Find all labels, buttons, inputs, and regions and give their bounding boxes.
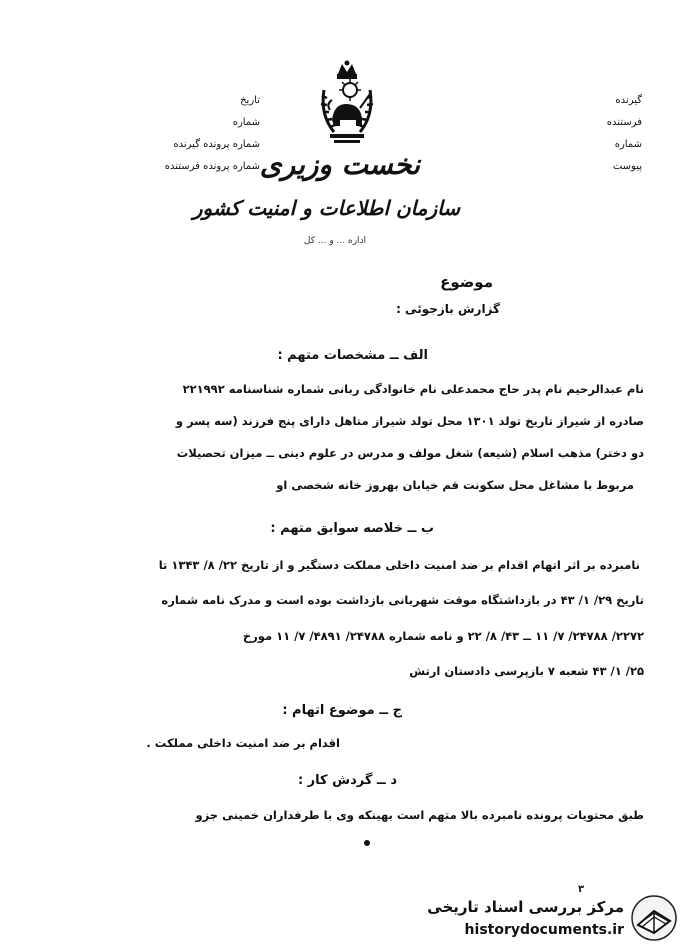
section-b-line-4: ۲۵/ ۱/ ۴۳ شعبه ۷ بازپرسی دادستان ارتش bbox=[409, 664, 644, 678]
section-a-line-2: صادره از شیراز تاریخ تولد ۱۳۰۱ محل تولد شیراز متاهل دارای پنج فرزند (سه پسر و bbox=[175, 414, 644, 428]
section-b-line-2: تاریخ ۲۹/ ۱/ ۴۳ در بازداشتگاه موقت شهربانی بازداشت بوده است و مدرک نامه شماره bbox=[161, 593, 644, 607]
header-right-fields bbox=[532, 92, 642, 180]
header-field-date: تاریخ bbox=[240, 95, 260, 106]
section-d-line-1: طبق محتویات پرونده نامبرده بالا متهم است بهینکه وی با طرفداران خمینی جزو bbox=[195, 808, 644, 822]
header-field-number: شماره bbox=[614, 139, 642, 150]
header-field-receiver-file: شماره پرونده گیرنده bbox=[173, 139, 260, 150]
dot-mark bbox=[364, 840, 370, 846]
section-b-heading: ب ــ خلاصه سوابق متهم : bbox=[270, 521, 434, 536]
header-field-attachment: پیوست bbox=[612, 161, 642, 172]
watermark-title: مرکز بررسی اسناد تاریخی bbox=[427, 898, 624, 916]
section-a-line-3: دو دختر) مذهب اسلام (شیعه) شغل مولف و مدرس در علوم دینی ــ میزان تحصیلات bbox=[176, 446, 644, 460]
header-field-sender-file: شماره پرونده فرستنده bbox=[164, 161, 260, 172]
ministry-title: نخست وزیری bbox=[259, 148, 420, 181]
section-c-line-1: اقدام بر ضد امنیت داخلی مملکت . bbox=[146, 736, 340, 750]
section-b-line-3: ۲۲۷۲/ ۲۴۷۸۸/ ۷/ ۱۱ ــ ۴۳/ ۸/ ۲۲ و نامه شماره ۲۴۷۸۸/ ۴۸۹۱/ ۷/ ۱۱ مورخ bbox=[242, 629, 644, 643]
section-c-heading: ج ــ موضوع اتهام : bbox=[282, 703, 402, 718]
section-b-line-1: نامبرده بر اثر اتهام اقدام بر ضد امنیت داخلی مملکت دستگیر و از تاریخ ۲۲/ ۸/ ۱۳۴۳ تا bbox=[158, 558, 640, 572]
header-field-receiver: گیرنده bbox=[615, 95, 642, 106]
section-d-heading: د ــ گردش کار : bbox=[297, 773, 397, 788]
section-a-line-1: نام عبدالرحیم نام پدر حاج محمدعلی نام خانوادگی ربانی شماره شناسنامه ۲۲۱۹۹۲ bbox=[182, 382, 644, 396]
organization-name: سازمان اطلاعات و امنیت کشور bbox=[192, 196, 460, 220]
department-line: اداره ... و ... کل bbox=[303, 236, 367, 246]
subject-label: موضوع bbox=[440, 273, 493, 291]
lion-sun-emblem-icon bbox=[316, 60, 378, 148]
section-a-heading: الف ــ مشخصات متهم : bbox=[277, 348, 428, 363]
watermark-url: historydocuments.ir bbox=[464, 922, 624, 938]
page-number: ۳ bbox=[578, 884, 585, 895]
header-field-sender: فرستنده bbox=[606, 117, 642, 128]
archive-book-logo-icon bbox=[624, 893, 684, 943]
header-field-number-left: شماره bbox=[232, 117, 260, 128]
header-left-fields bbox=[100, 92, 260, 180]
subject-value: گزارش بازجوئی : bbox=[396, 302, 500, 316]
section-a-line-4: مربوط با مشاغل محل سکونت قم خیابان بهروز خانه شخصی او bbox=[276, 478, 634, 492]
